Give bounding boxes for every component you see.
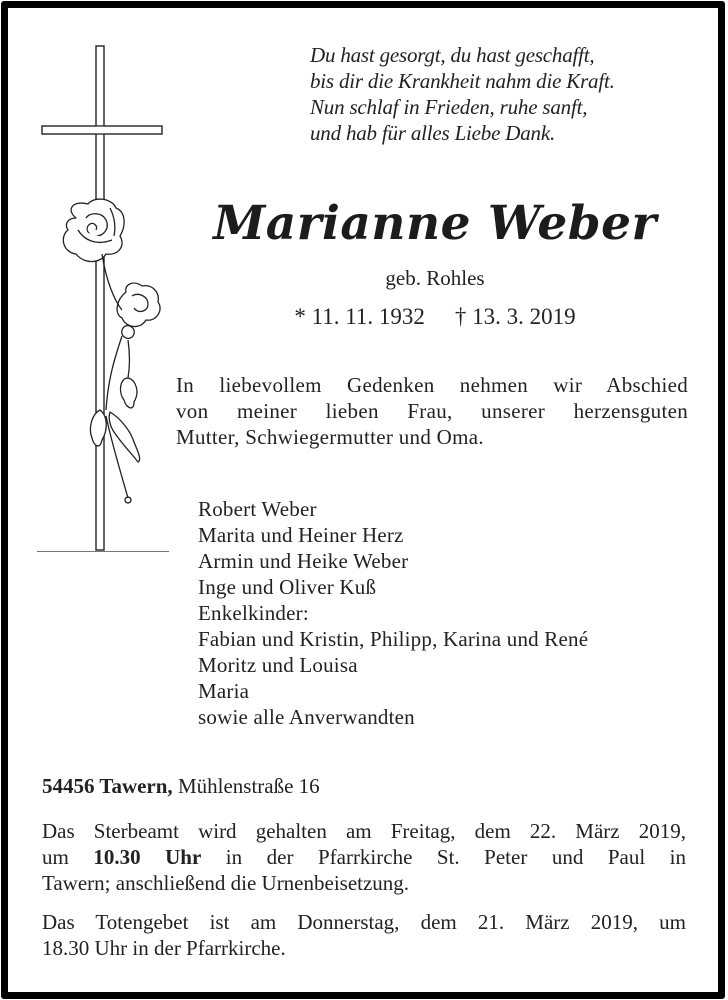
prayer-line: Das Totengebet ist am Donnerstag, dem 21. März 2019, um (42, 910, 686, 934)
memorial-poem (310, 42, 615, 146)
mourner: Maria (198, 679, 250, 703)
family-address (42, 774, 320, 799)
poem-line: bis dir die Krankheit nahm die Kraft. (310, 69, 615, 93)
prayer-line: 18.30 Uhr in der Pfarrkirche. (42, 936, 286, 960)
service-line: Tawern; anschließend die Urnenbeisetzung. (42, 871, 410, 895)
address-city: 54456 Tawern, (42, 774, 173, 798)
prayer-info (42, 909, 686, 961)
memorial-text (176, 372, 688, 450)
mourner: Marita und Heiner Herz (198, 523, 404, 547)
memorial-line: Mutter, Schwiegermutter und Oma. (176, 425, 484, 449)
poem-line: und hab für alles Liebe Dank. (310, 121, 556, 145)
service-line: um 10.30 Uhr in der Pfarrkirche St. Peter und Paul in (42, 845, 687, 869)
poem-line: Du hast gesorgt, du hast geschafft, (310, 43, 595, 67)
mourner: Robert Weber (198, 497, 317, 521)
poem-line: Nun schlaf in Frieden, ruhe sanft, (310, 95, 588, 119)
mourner: Enkelkinder: (198, 601, 309, 625)
mourners-list (198, 496, 588, 730)
address-street: Mühlenstraße 16 (177, 774, 320, 798)
ground-line (37, 551, 169, 552)
birth-name: geb. Rohles (385, 266, 485, 290)
service-line: Das Sterbeamt wird gehalten am Freitag, dem 22. März 2019, (42, 819, 686, 843)
funeral-service-info (42, 818, 686, 896)
memorial-line: In liebevollem Gedenken nehmen wir Abschied (176, 373, 688, 397)
mourner: Inge und Oliver Kuß (198, 575, 377, 599)
mourner: Moritz und Louisa (198, 653, 358, 677)
mourner: Fabian und Kristin, Philipp, Karina und René (198, 627, 589, 651)
deceased-name: Marianne Weber (213, 196, 657, 251)
mourner: Armin und Heike Weber (198, 549, 409, 573)
memorial-line: von meiner lieben Frau, unserer herzensguten (176, 399, 688, 423)
life-dates (170, 304, 700, 330)
service-time: 10.30 Uhr (93, 845, 202, 869)
mourner: sowie alle Anverwandten (198, 705, 415, 729)
death-date: † 13. 3. 2019 (454, 304, 576, 329)
birth-date: * 11. 11. 1932 (294, 304, 425, 329)
cross-with-roses-icon (30, 40, 170, 560)
